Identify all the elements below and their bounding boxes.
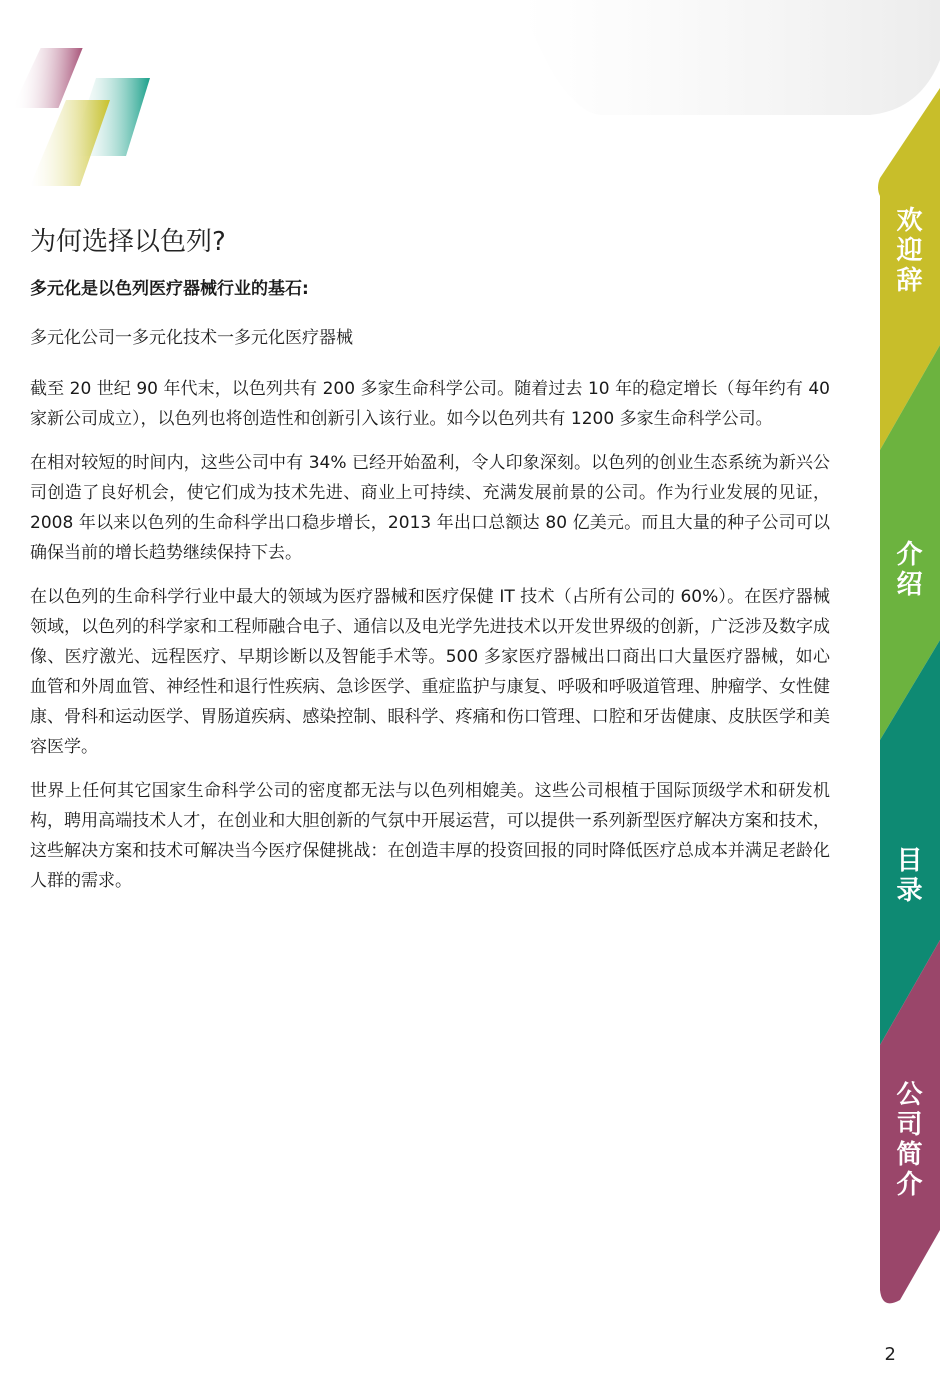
tab-company-profiles[interactable]: [882, 1080, 926, 1200]
main-content: [30, 222, 830, 910]
tab-contents[interactable]: [882, 846, 926, 906]
page-number: 2: [884, 1344, 896, 1365]
tab-intro[interactable]: [882, 540, 926, 600]
tab-welcome[interactable]: [882, 206, 926, 296]
tagline: 多元化公司一多元化技术一多元化医疗器械: [30, 328, 353, 348]
tab-intro-label: 介绍: [892, 540, 922, 600]
paragraph-4: 世界上任何其它国家生命科学公司的密度都无法与以色列相媲美。这些公司根植于国际顶级学术和研发机构，聘用高端技术人才，在创业和大胆创新的气氛中开展运营，可以提供一系列新型医疗解决方案和技术，这些解决方案和技术可解决当今医疗保健挑战：在创造丰厚的投资回报的同时降低医疗总成本并满足老龄化人群的需求。: [30, 781, 830, 891]
section-subtitle: 多元化是以色列医疗器械行业的基石:: [30, 279, 309, 299]
tab-company-profiles-label: 公司简介: [892, 1080, 922, 1200]
paragraph-3: 在以色列的生命科学行业中最大的领域为医疗器械和医疗保健 IT 技术（占所有公司的 60%）。在医疗器械领域，以色列的科学家和工程师融合电子、通信以及电光学先进技术以开发世界级的创新，广泛涉及数字成像、医疗激光、远程医疗、早期诊断以及智能手术等。500 多家医疗器械出口商出口大量医疗器械，如心血管和外周血管、神经性和退行性疾病、急诊医学、重症监护与康复、呼吸和呼吸道管理、肿瘤学、女性健康、骨科和运动医学、胃肠道疾病、感染控制、眼科学、疼痛和伤口管理、口腔和牙齿健康、皮肤医学和美容医学。: [30, 587, 830, 757]
paragraph-1: 截至 20 世纪 90 年代末，以色列共有 200 多家生命科学公司。随着过去 10 年的稳定增长（每年约有 40 家新公司成立），以色列也将创造性和创新引入该行业。如今以色列共有 1200 多家生命科学公司。: [30, 379, 830, 429]
tab-welcome-label: 欢迎辞: [892, 206, 922, 296]
tab-contents-label: 目录: [892, 846, 922, 906]
paragraph-2: 在相对较短的时间内，这些公司中有 34% 已经开始盈利，令人印象深刻。以色列的创业生态系统为新兴公司创造了良好机会，使它们成为技术先进、商业上可持续、充满发展前景的公司。作为行业发展的见证，2008 年以来以色列的生命科学出口稳步增长，2013 年出口总额达 80 亿美元。而且大量的种子公司可以确保当前的增长趋势继续保持下去。: [30, 453, 830, 563]
page-title: 为何选择以色列?: [30, 227, 226, 257]
